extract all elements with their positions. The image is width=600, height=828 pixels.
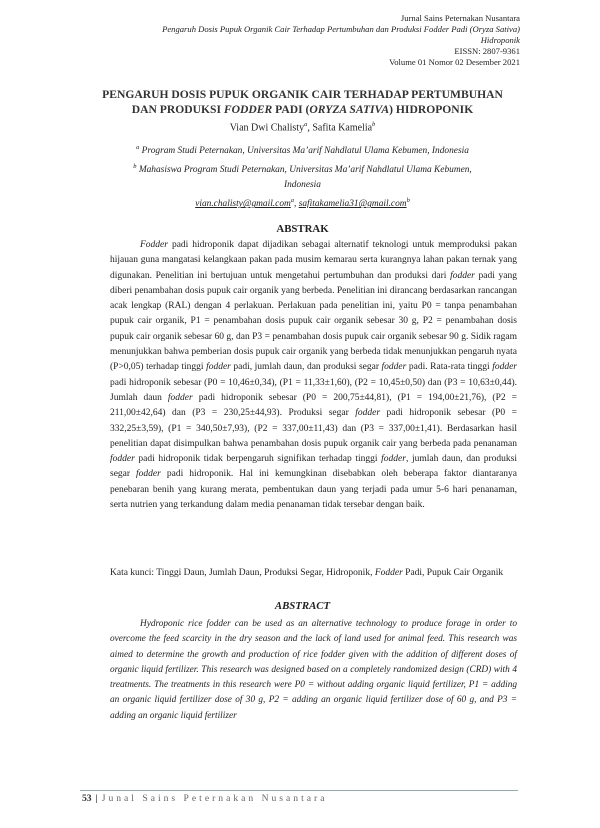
abstrak-italic: fodder <box>206 362 231 373</box>
journal-name: Jurnal Sains Peternakan Nusantara <box>400 13 520 23</box>
abstrak-italic: fodder <box>381 454 406 465</box>
email-link[interactable]: safitakamelia31@gmail.com <box>298 199 407 210</box>
abstrak-text: padi. Rata-rata tinggi <box>406 362 493 373</box>
email-sup: b <box>406 197 410 205</box>
email-sup: a <box>290 197 295 205</box>
affil-text: Mahasiswa Program Studi Peternakan, Universitas Ma’arif Nahdlatul Ulama Kebumen, <box>138 165 472 176</box>
keywords-italic: Fodder <box>374 568 403 578</box>
page-footer <box>82 793 327 804</box>
volume-issue: Volume 01 Nomor 02 Desember 2021 <box>389 57 520 67</box>
abstrak-italic: fodder <box>167 392 193 403</box>
keywords <box>110 566 517 581</box>
keywords-text: Tinggi Daun, Jumlah Daun, Produksi Segar, Hidroponik, <box>156 568 375 578</box>
author-sup: b <box>372 121 376 128</box>
abstrak-italic: fodder <box>450 270 475 281</box>
abstrak-text: , jumlah daun, dan produksi segar <box>110 454 517 480</box>
footer-separator: | <box>95 793 98 804</box>
title-italic: FODDER <box>223 103 273 116</box>
author-sup: a <box>304 121 308 128</box>
abstrak-text: padi hidroponik tidak berpengaruh signifikan terhadap tinggi <box>134 454 382 465</box>
abstrak-italic: fodder <box>492 362 517 373</box>
authors <box>80 121 525 133</box>
affil-sup: a <box>136 144 140 151</box>
affil-sup: b <box>133 163 137 171</box>
abstrak-text: padi hidroponik dapat dijadikan sebagai alternatif teknologi untuk memproduksi pakan hijauan guna mangatasi kelangkaan pakan pada musim kemarau serta kurangnya lahan pakan ternak yang digunakan. Penelitian ini bertujuan untuk mengetahui pertumbuhan dan produksi dari <box>110 240 517 281</box>
abstract-heading: ABSTRACT <box>274 600 331 612</box>
abstrak-text: padi hidroponik sebesar (P0 = 332,25±3,59), (P1 = 340,50±7,93), (P2 = 337,00±11,43) dan (P3 = 337,00±1,41). Berdasarkan hasil penelitian dapat disimpulkan bahwa penambahan dosis pupuk organik cair yang berbeda pada penanaman <box>110 408 517 449</box>
abstrak-heading: ABSTRAK <box>276 223 329 235</box>
abstrak-italic: fodder <box>110 454 135 465</box>
keywords-text: Padi, Pupuk Cair Organik <box>402 568 504 578</box>
title-text: DAN PRODUKSI <box>131 103 224 116</box>
affiliations <box>80 140 525 212</box>
abstrak-italic: Fodder <box>140 240 168 250</box>
abstract-body: Hydroponic rice fodder can be used as an alternative technology to produce forage in order to overcome the feed scarcity in the dry season and the lack of land used for animal feed. This research was aimed to determine the growth and production of rice fodder given with the addition of different doses of organic liquid fertilizer. This research was designed based on a completely randomized design (CRD) with 4 treatments. The treatments in this research were P0 = without adding organic liquid fertilizer, P1 = adding an organic liquid fertilizer dose of 30 g, P2 = adding an organic liquid fertilizer dose of 60 g, and P3 = adding an organic liquid fertilizer <box>110 619 517 721</box>
affiliation-b <box>80 159 525 178</box>
affil-text: Program Studi Peternakan, Universitas Ma’arif Nahdlatul Ulama Kebumen, Indonesia <box>141 146 469 157</box>
title-line-1: PENGARUH DOSIS PUPUK ORGANIK CAIR TERHADAP PERTUMBUHAN <box>102 88 503 101</box>
abstrak-text: padi hidroponik. Hal ini kemungkinan disebabkan oleh beberapa faktor diantaranya penebaran benih yang kurang merata, pembentukan daun yang terjadi pada umur 5-6 hari penanaman, serta nutrien yang terkandung dalam media penanaman tidak tersebar dengan baik. <box>110 469 518 511</box>
running-header <box>162 13 520 68</box>
running-title: Pengaruh Dosis Pupuk Organik Cair Terhadap Pertumbuhan dan Produksi Fodder Padi (Oryza Sativa) <box>162 24 520 34</box>
footer-divider <box>80 790 518 791</box>
author-name: Vian Dwi Chalisty <box>229 122 305 134</box>
abstrak-body <box>110 238 517 513</box>
abstrak-text: padi hidroponik sebesar (P0 = 10,46±0,34), (P1 = 11,33±1,60), (P2 = 10,45±0,50) dan (P3 = 10,63±0,44). Jumlah daun <box>110 377 517 403</box>
paper-title <box>80 87 525 117</box>
eissn: EISSN: 2807-9361 <box>454 46 520 56</box>
author-name: Safita Kamelia <box>312 122 373 134</box>
affiliation-b-cont: Indonesia <box>284 180 321 191</box>
abstrak-text: padi hidroponik sebesar (P0 = 200,75±44,81), (P1 = 194,00±21,76), (P2 = 211,00±42,64) dan (P3 = 230,25±44,93). Produksi segar <box>110 392 517 419</box>
title-line-2 <box>80 102 525 117</box>
abstrak-text: padi yang diberi penambahan dosis pupuk cair organik yang berbeda. Penelitian ini dirancang berdasarkan rancangan acak lengkap (RAL) dengan 4 perlakuan. Perlakuan pada penelitian ini, yaitu P0 = tanpa penambahan pupuk cair organik, P1 = penambahan dosis pupuk cair organik sebesar 30 g, P2 = penambahan dosis pupuk cair organik sebesar 60 g, dan P3 = penambahan dosis pupuk cair organik sebesar 90 g. Sidik ragam menunjukkan bahwa pemberian dosis pupuk cair organik yang berbeda tidak menunjukkan pengaruh nyata (P>0,05) terhadap tinggi <box>110 270 517 373</box>
email-separator: , <box>294 199 299 210</box>
keywords-label: Kata kunci: <box>110 568 157 578</box>
title-text: PADI ( <box>272 103 310 116</box>
abstrak-italic: fodder <box>381 362 407 373</box>
emails <box>80 193 525 212</box>
title-italic: ORYZA SATIVA <box>309 103 390 116</box>
abstrak-italic: fodder <box>355 408 381 419</box>
affiliation-a <box>80 140 525 159</box>
email-link[interactable]: vian.chalisty@gmail.com <box>195 199 291 210</box>
abstrak-text: padi, jumlah daun, dan produksi segar <box>230 362 382 373</box>
page-number: 53 <box>82 793 92 804</box>
abstrak-italic: fodder <box>136 469 161 480</box>
footer-journal: Junal Sains Peternakan Nusantara <box>101 793 328 804</box>
title-text: ) HIDROPONIK <box>389 103 474 116</box>
author-separator: , <box>307 122 313 134</box>
running-title-cont: Hidroponik <box>480 35 520 45</box>
